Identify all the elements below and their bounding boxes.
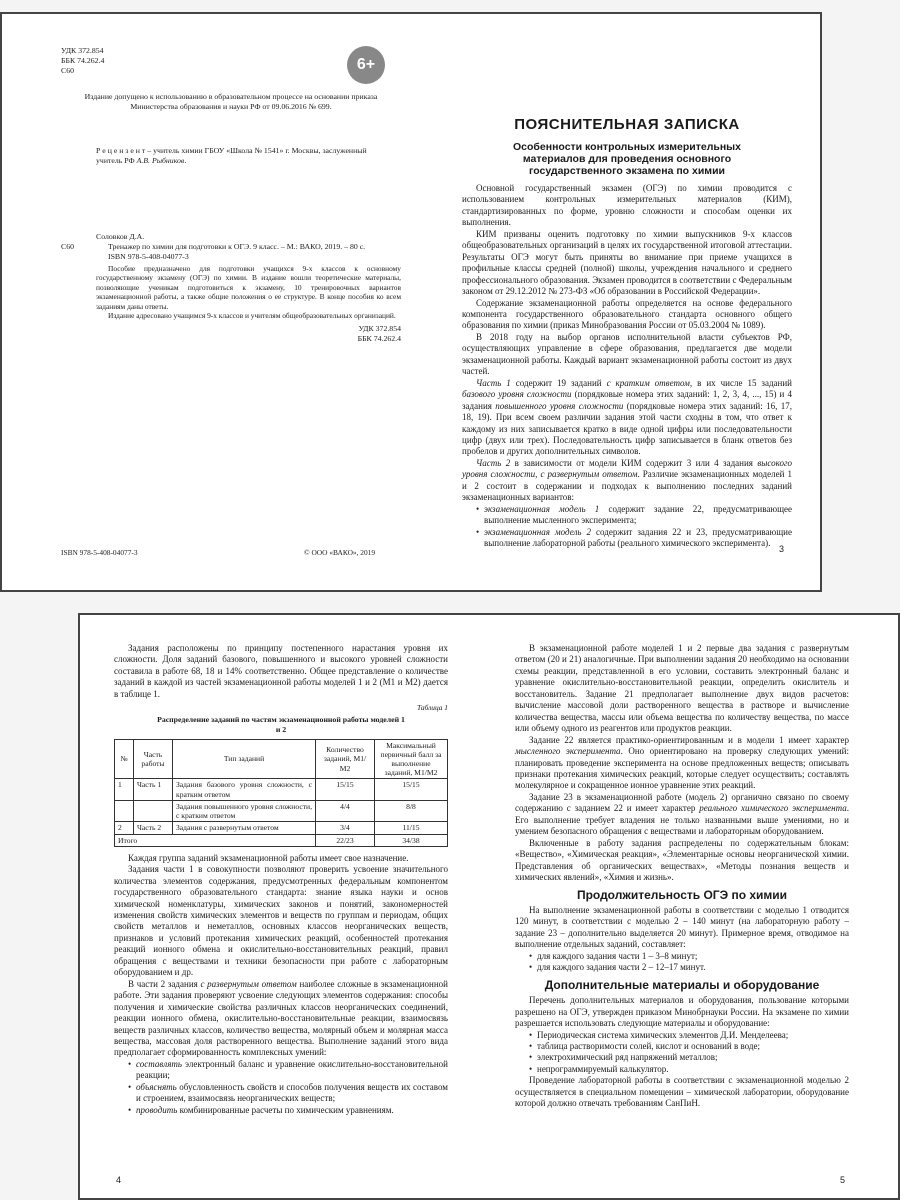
model-list	[462, 504, 792, 550]
paragraph	[114, 979, 448, 1059]
text: Задание 23 в экзаменационной работе (модель 2) органично связано по своему содержанию с заданием 22 и имеет характер	[515, 791, 849, 814]
cell-part: Часть 1	[134, 779, 173, 800]
page-title: ПОЯСНИТЕЛЬНАЯ ЗАПИСКА	[514, 116, 740, 133]
list-item	[484, 504, 792, 527]
list-item	[136, 1082, 448, 1105]
text: электронный баланс и уравнение окислительно-восстановительной реакции;	[136, 1058, 448, 1081]
list-item	[136, 1059, 448, 1082]
paragraph	[462, 458, 792, 504]
paragraph: Содержание экзаменационной работы определяется на основе федерального компонента государственного образовательного стандарта основного общего образования по химии (приказ Минобразования России от 05.03.2004 № 1089).	[462, 297, 792, 331]
cell-score: 8/8	[375, 800, 448, 821]
list-item: • таблица растворимости солей, кислот и оснований в воде;	[537, 1041, 849, 1052]
bibliographic-record	[61, 232, 401, 344]
emphasis: Часть 2	[476, 457, 511, 468]
list-item: • для каждого задания части 1 – 3–8 минут;	[537, 951, 849, 962]
list-item: • непрограммируемый калькулятор.	[537, 1064, 849, 1075]
table-row	[115, 822, 448, 834]
paragraph: Задания расположены по принципу постепенного нарастания уровня их сложности. Доля заданий базового, повышенного и высокого уровней сложности составила в работе 68, 18 и 14% соответственно. Общее представление о количестве заданий в каждой из частей экзаменационной работы моделей 1 и 2 (М1 и М2) дается в таблице 1.	[114, 643, 448, 699]
text: содержит 19 заданий	[510, 377, 607, 388]
annotation-audience: Издание адресовано учащимся 9-х классов и учителям общеобразовательных организаций.	[108, 311, 396, 321]
text: . Оно ориентировано на проверку следующих умений: планировать проведение эксперимента на основе предложенных веществ; описывать признаки протекания химических реакций, которые следует осуществить; составлять молекулярное и сокращенное ионное уравнение этих реакций.	[515, 746, 849, 791]
table-total-row	[115, 834, 448, 846]
paragraph: Основной государственный экзамен (ОГЭ) по химии проводится с использованием контрольных измерительных материалов (КИМ), стандартизированных по форме, уровню сложности и способам оценки их выполнения.	[462, 183, 792, 228]
paragraph	[515, 792, 849, 838]
cell-num: 1	[115, 779, 134, 800]
page-3-body	[462, 183, 792, 550]
tasks-distribution-table	[114, 739, 448, 847]
text: . Различие экзаменационных моделей 1 и 2 состоит в содержании и подходах к выполнению последних заданий экзаменационных вариантов:	[462, 469, 792, 503]
emphasis: с кратким ответом	[606, 377, 690, 388]
text: (порядковые номера этих заданий: 16, 17, 18, 19). При всем своем различии задания этой части сходны в том, что ответ к каждому из них записывается кратко в виде одной цифры или последовательности цифр (двух или трех). Последовательность цифр записывается в бланк ответов без пробелов и других дополнительных символов.	[462, 400, 792, 457]
cell-type: Задания повышенного уровня сложности, с кратким ответом	[173, 800, 316, 821]
text: , в их числе 15 заданий	[689, 377, 792, 388]
paragraph	[462, 378, 792, 458]
text: содержит задание 22, предусматривающее выполнение мысленного эксперимента;	[484, 503, 792, 526]
author-name: Соловков Д.А.	[96, 232, 145, 241]
emphasis: Часть 1	[476, 377, 511, 388]
page-3	[462, 116, 792, 550]
table-row	[115, 779, 448, 800]
cell-num	[115, 800, 134, 821]
footer-isbn: ISBN 978-5-408-04077-3	[61, 548, 138, 557]
paragraph: Перечень дополнительных материалов и оборудования, пользование которыми разрешено на ОГЭ, утвержден приказом Минобрнауки России. На экзамене по химии разрешается использовать следующие материалы и оборудование:	[515, 995, 849, 1029]
paragraph	[515, 735, 849, 792]
udk-block	[61, 46, 104, 76]
isbn-line: ISBN 978-5-408-04077-3	[108, 252, 189, 261]
author-sign-2: С60	[61, 242, 74, 251]
age-rating-badge: 6+	[347, 46, 385, 84]
text: в зависимости от модели КИМ содержит 3 или 4 задания	[510, 457, 758, 468]
reviewer-note: Р е ц е н з е н т – учитель химии ГБОУ «Школа № 1541» г. Москвы, заслуженный учитель РФ А.В. Рыбников.	[96, 146, 367, 165]
list-item	[136, 1105, 448, 1116]
footer-copyright: © ООО «ВАКО», 2019	[304, 548, 376, 557]
text: (порядковые номера этих заданий: 1, 2, 3, 4, ..., 15) и 4 задания	[462, 389, 792, 411]
paragraph: В экзаменационной работе моделей 1 и 2 первые два задания с развернутым ответом (20 и 21) аналогичные. При выполнении задания 20 необходимо на основании схемы реакции, представленной в его условии, составить электронный баланс и уравнение окислительно-восстановительной реакции, определить окислитель и восстановитель. Задание 21 предполагает выполнение двух видов расчетов: вычисление массовой доли растворенного вещества в растворе и вычисление количества вещества, массы или объема вещества по количеству вещества, по массе или объему одного из реагентов или продуктов реакции.	[515, 643, 849, 734]
total-count: 22/23	[316, 834, 375, 846]
cell-count: 4/4	[316, 800, 375, 821]
approval-note: Издание допущено к использованию в образовательном процессе на основании приказа Министерства образования и науки РФ от 09.06.2016 № 699.	[84, 92, 378, 111]
udk-bottom: УДК 372.854	[358, 324, 401, 334]
text: В части 2 задания	[128, 978, 201, 989]
cell-count: 15/15	[316, 779, 375, 800]
emphasis: проводить	[136, 1104, 178, 1115]
section-heading-materials: Дополнительные материалы и оборудование	[544, 977, 820, 992]
table-header: №	[115, 739, 134, 779]
paragraph: Включенные в работу задания распределены по содержательным блокам: «Вещество», «Химическая реакция», «Элементарные основы неорганической химии. Представления об органических веществах», «Методы познания веществ и химических явлений», «Химия и жизнь».	[515, 837, 849, 883]
table-header: Количество заданий, М1/М2	[316, 739, 375, 779]
bbk-code: ББК 74.262.4	[61, 56, 105, 65]
paragraph: Задания части 1 в совокупности позволяют проверить усвоение значительного количества элементов содержания, предусмотренных федеральным компонентом государственного образовательного стандарта: знание языка науки и основ химической номенклатуры, химических законов и понятий, закономерностей изменения свойств химических элементов и веществ по группам и периодам, общих свойств металлов и неметаллов, основных классов неорганических веществ, признаков и условий протекания химических реакций, особенностей протекания реакций ионного обмена и окислительно-восстановительных реакций, правил обращения с веществами и техники безопасности при работе с лабораторным оборудованием и др.	[114, 864, 448, 978]
page-number-3: 3	[779, 544, 785, 554]
page-5	[515, 643, 849, 1110]
cell-part	[134, 800, 173, 821]
page-number-4: 4	[116, 1175, 122, 1185]
cell-type: Задания с развернутым ответом	[173, 822, 316, 834]
paragraph: Каждая группа заданий экзаменационной работы имеет свое назначение.	[128, 852, 409, 863]
text: комбинированные расчеты по химическим уравнениям.	[177, 1104, 394, 1115]
text: . Его выполнение требует владения не только названными выше умениями, но и умением безопасного обращения с веществами и лабораторным оборудованием.	[515, 803, 849, 837]
cell-score: 11/15	[375, 822, 448, 834]
skills-list	[114, 1059, 448, 1116]
table-header: Часть работы	[134, 739, 173, 779]
reviewer-text: – учитель химии ГБОУ «Школа № 1541» г. Москвы, заслуженный учитель РФ	[96, 146, 367, 165]
emphasis: мысленного эксперимента	[515, 746, 621, 757]
emphasis: базового уровня сложности	[462, 389, 572, 400]
annotation-text: Пособие предназначено для подготовки учащихся 9-х классов к основному государственному экзамену (ОГЭ) по химии. В издание вошли теоретические материалы, позволяющие ученикам подготовиться к экзамену, 10 тренировочных вариантов экзаменационной работы, а также общие положения о ее структуре. В конце пособия ко всем заданиям даны ответы.	[96, 264, 401, 311]
list-item	[484, 527, 792, 550]
list-item: • электрохимический ряд напряжений металлов;	[537, 1052, 849, 1063]
page-5-body	[515, 643, 849, 1110]
page-4	[114, 643, 448, 1116]
total-score: 34/38	[375, 834, 448, 846]
table-title: Распределение заданий по частям экзаменационной работы моделей 1 и 2	[157, 714, 405, 734]
reviewer-label: Р е ц е н з е н т	[96, 146, 146, 155]
materials-list	[515, 1030, 849, 1076]
cell-count: 3/4	[316, 822, 375, 834]
emphasis: экзаменационная модель 1	[484, 503, 600, 514]
udk-code: УДК 372.854	[61, 46, 104, 55]
table-header: Тип заданий	[173, 739, 316, 779]
text: содержит задания 22 и 23, предусматривающие выполнение лабораторной работы (реального химического эксперимента).	[484, 526, 792, 549]
page-number-5: 5	[840, 1175, 846, 1185]
emphasis: с развернутым ответом	[200, 978, 297, 989]
reviewer-name: А.В. Рыбников	[136, 156, 185, 165]
section-subtitle: Особенности контрольных измерительных материалов для проведения основного государственного экзамена по химии	[513, 141, 741, 177]
total-label: Итого	[115, 834, 316, 846]
table-row	[115, 800, 448, 821]
list-item: • для каждого задания части 2 – 12–17 минут.	[537, 962, 849, 973]
paragraph: КИМ призваны оценить подготовку по химии выпускников 9-х классов общеобразовательных организаций в целях их государственной итоговой аттестации. Результаты ОГЭ могут быть приняты во внимание при приеме учащихся в профильные классы средней (полной) школы, учреждения начального и среднего профессионального образования. Экзамен проводится в соответствии с Федеральным законом от 29.12.2012 № 273-ФЗ «Об образовании в Российской Федерации».	[462, 228, 792, 297]
paragraph: Проведение лабораторной работы в соответствии с экзаменационной моделью 2 осуществляется в специальном помещении – химической лаборатории, оборудование которой должно отвечать требованиям СанПиН.	[515, 1075, 849, 1109]
table-header: Максимальный первичный балл за выполнение заданий, М1/М2	[375, 739, 448, 779]
book-spread-bottom	[78, 613, 900, 1200]
emphasis: составлять	[136, 1058, 182, 1069]
text: Задание 22 является практико-ориентированным и в модели 1 имеет характер	[529, 734, 849, 745]
list-item: • Периодическая система химических элементов Д.И. Менделеева;	[537, 1030, 849, 1041]
cell-part: Часть 2	[134, 822, 173, 834]
cell-score: 15/15	[375, 779, 448, 800]
table-label: Таблица 1	[416, 703, 448, 713]
text: наиболее сложные в экзаменационной работе. Эти задания проверяют усвоение следующих элементов содержания: способы получения и химические свойства различных классов неорганических соединений, реакции ионного обмена, окислительно-восстановительные реакции, взаимосвязь веществ различных классов, количество вещества, молярный объем и молярная масса вещества, массовая доля растворенного вещества. Выполнение заданий этого вида предполагает сформированность комплексных умений:	[114, 978, 448, 1058]
emphasis: высокого уровня сложности, с развернутым ответом	[462, 457, 793, 480]
emphasis: повышенного уровня сложности	[495, 400, 624, 411]
bbk-bottom: ББК 74.262.4	[357, 334, 401, 344]
table-header-row	[115, 739, 448, 779]
paragraph: На выполнение экзаменационной работы в соответствии с моделью 1 отводится 120 минут, в соответствии с моделью 2 – 140 минут (на лабораторную работу – задание 23 – дополнительно выделяется 20 минут). Примерное время, отводимое на выполнение отдельных заданий, составляет:	[515, 904, 849, 950]
page-4-body	[114, 643, 448, 1116]
emphasis: экзаменационная модель 2	[484, 526, 592, 537]
emphasis: реального химического эксперимента	[699, 803, 847, 814]
cell-num: 2	[115, 822, 134, 834]
author-sign: С60	[61, 66, 74, 75]
emphasis: объяснять	[136, 1081, 177, 1092]
bibliographic-description: Тренажер по химии для подготовки к ОГЭ. 9 класс. – М.: ВАКО, 2019. – 80 с.	[108, 242, 366, 251]
section-heading-duration: Продолжительность ОГЭ по химии	[576, 887, 788, 902]
text: обусловленность свойств и способов получения веществ их составом и строением, взаимосвязь неорганических веществ;	[136, 1081, 448, 1104]
book-spread-top	[0, 12, 822, 592]
duration-list	[515, 951, 849, 974]
cell-type: Задания базового уровня сложности, с кратким ответом	[173, 779, 316, 800]
paragraph: В 2018 году на выбор органов исполнительной власти субъектов РФ, осуществляющих управление в сфере образования, предлагается две модели экзаменационной работы. Каждый вариант экзаменационной работы состоит из двух частей.	[462, 331, 792, 377]
